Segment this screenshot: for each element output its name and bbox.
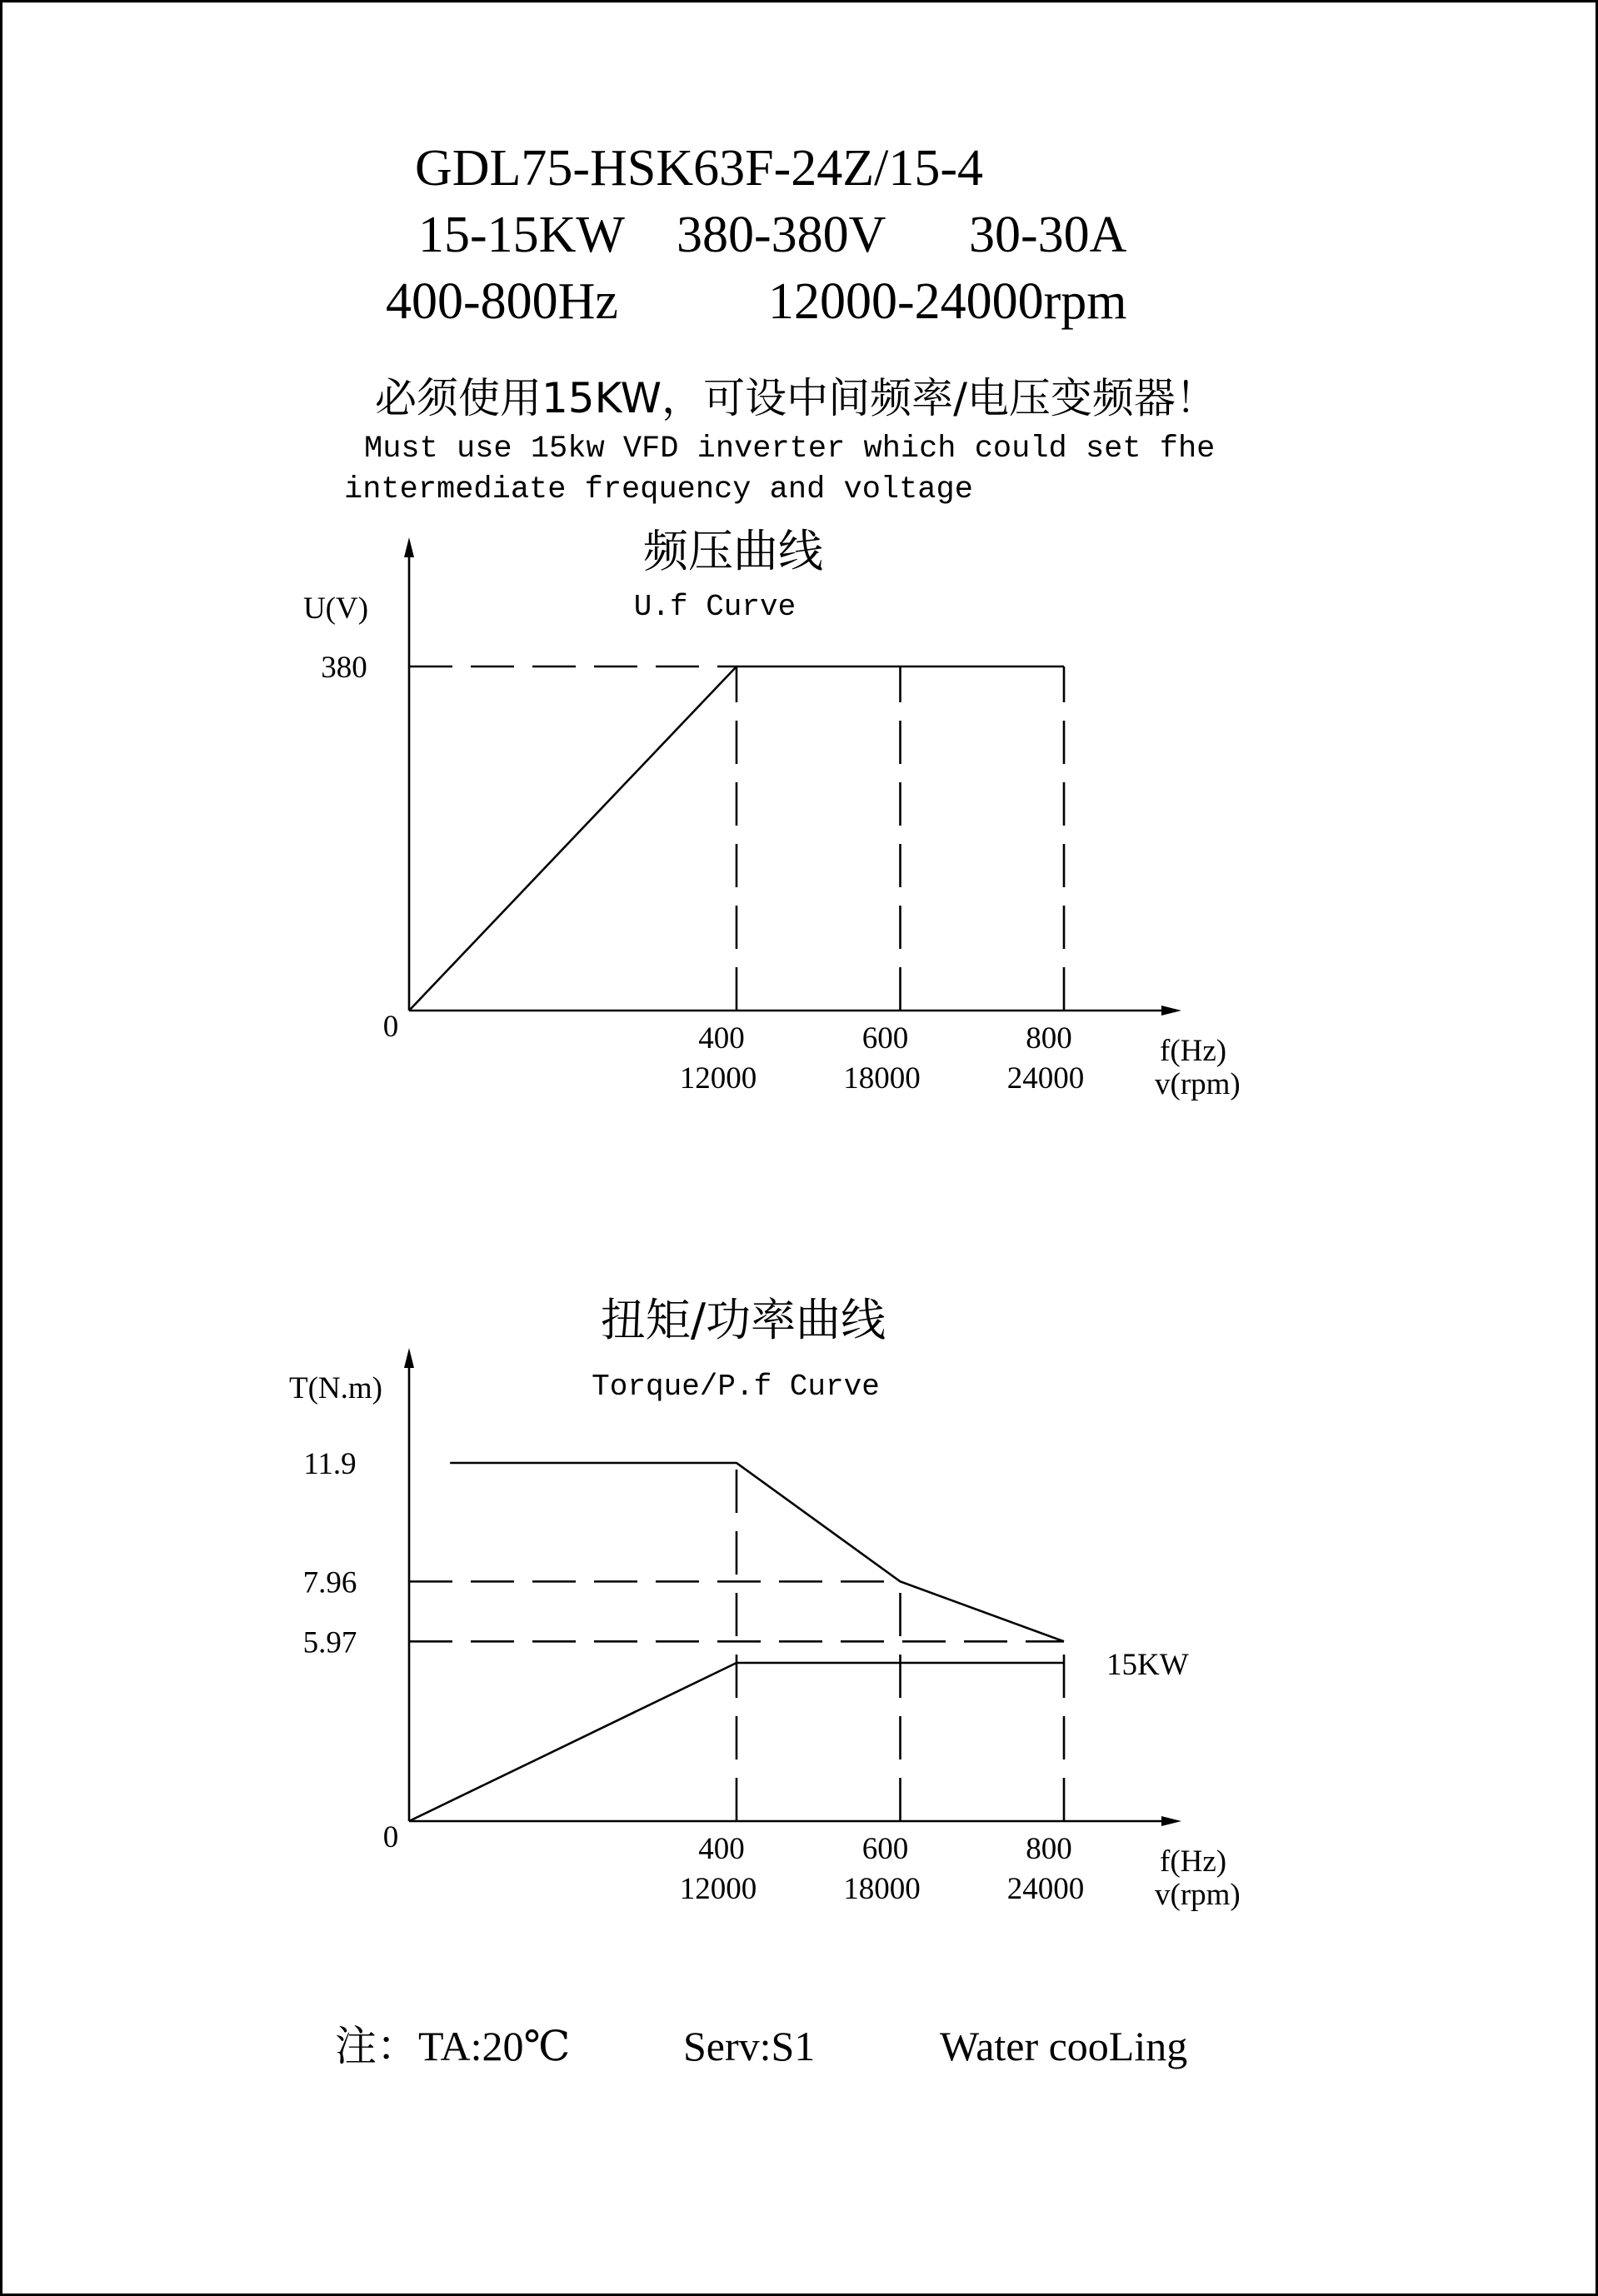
uf-x-axis-label-freq: f(Hz) <box>1160 1034 1227 1068</box>
tp-x-tick-freq: 800 <box>1026 1832 1072 1866</box>
uf-x-tick-speed: 12000 <box>679 1061 757 1096</box>
notice-english-line-1: Must use 15kw VFD inverter which could set fhe <box>364 432 1216 467</box>
tp-x-tick-speed: 24000 <box>1006 1872 1085 1906</box>
voltage-rating: 380-380V <box>677 207 886 263</box>
ambient-temperature: 注：TA:20℃ <box>335 2023 571 2069</box>
tp-x-tick-freq: 600 <box>861 1832 909 1866</box>
uf-origin-label: 0 <box>382 1010 399 1044</box>
power-rating: 15-15KW <box>418 207 625 263</box>
page-border <box>2 2 1597 2295</box>
tp-y-tick-label: 11.9 <box>303 1447 357 1481</box>
uf-x-tick-freq: 400 <box>698 1021 745 1056</box>
tp-x-axis-label-freq: f(Hz) <box>1160 1844 1227 1879</box>
tp-chart-subtitle: Torque/P.f Curve <box>592 1370 880 1404</box>
uf-x-tick-freq: 800 <box>1026 1021 1072 1056</box>
uf-x-tick-speed: 24000 <box>1006 1061 1085 1096</box>
notice-chinese: 必须使用15KW，可设中间频率/电压变频器！ <box>375 374 1217 422</box>
notice-english-line-2: intermediate frequency and voltage <box>344 472 973 507</box>
tp-y-axis-label: T(N.m) <box>289 1371 382 1405</box>
tp-x-tick-freq: 400 <box>698 1832 745 1866</box>
model-number: GDL75-HSK63F-24Z/15-4 <box>415 140 983 197</box>
tp-x-axis-label-speed: v(rpm) <box>1155 1878 1241 1912</box>
tp-y-tick-label: 7.96 <box>302 1565 357 1600</box>
uf-chart-title: 频压曲线 <box>643 525 823 577</box>
cooling-type: Water cooLing <box>940 2023 1188 2069</box>
tp-chart-title: 扭矩/功率曲线 <box>600 1294 886 1346</box>
uf-x-axis-label-speed: v(rpm) <box>1155 1067 1241 1101</box>
uf-chart-subtitle: U.f Curve <box>633 590 797 624</box>
uf-y-axis-label: U(V) <box>302 591 369 626</box>
tp-power-series-label: 15KW <box>1106 1648 1189 1682</box>
current-rating: 30-30A <box>969 207 1127 263</box>
duty-class: Serv:S1 <box>683 2023 816 2069</box>
frequency-range: 400-800Hz <box>386 273 618 330</box>
speed-range: 12000-24000rpm <box>768 273 1127 330</box>
tp-y-tick-label: 5.97 <box>302 1625 357 1660</box>
uf-y-tick-label: 380 <box>321 651 367 685</box>
tp-origin-label: 0 <box>382 1820 399 1854</box>
tp-x-tick-speed: 18000 <box>843 1872 921 1906</box>
uf-x-tick-speed: 18000 <box>843 1061 921 1096</box>
tp-x-tick-speed: 12000 <box>679 1872 757 1906</box>
uf-x-tick-freq: 600 <box>861 1021 909 1056</box>
